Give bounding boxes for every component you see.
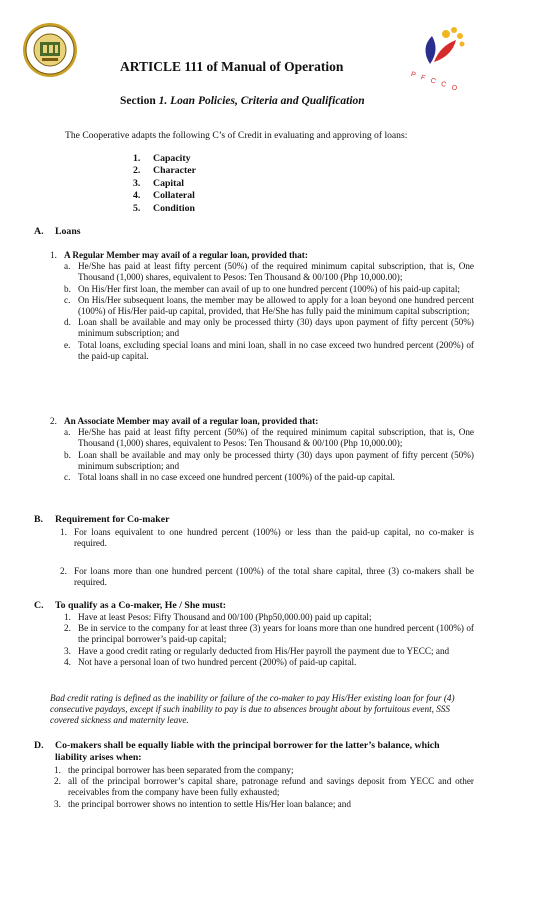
list-marker: e. <box>64 339 71 350</box>
section-c-heading: C. To qualify as a Co-maker, He / She must: <box>34 600 227 611</box>
associate-member-block: 2. An Associate Member may avail of a regular loan, provided that: a. He/She has paid at least fifty percent (50%) of the required minimum capital subscription, that is, One Thousand (1,000) shares, equivalent to Pesos: Ten Thousand & 00/100 (Php 10,000.00); b. Loan shall be available and may only be processed thirty (30) days upon payment of fifty percent (50%) minimum subscription; and c. Total loans shall in no case exceed one hundred percent (100%) of the paid-up capital. <box>50 416 474 483</box>
list-marker: b. <box>64 283 71 294</box>
list-item <box>64 657 474 668</box>
list-item <box>133 190 196 202</box>
section-c-items <box>64 612 474 668</box>
list-item-text: Condition <box>153 202 195 214</box>
list-marker: 3. <box>64 645 71 656</box>
list-marker: 2. <box>60 566 67 576</box>
list-marker: b. <box>64 449 71 460</box>
list-marker: 2. <box>54 776 61 787</box>
list-marker: 2. <box>133 165 141 177</box>
subtitle-prefix: Section <box>120 95 156 107</box>
list-item-text: Collateral <box>153 190 195 202</box>
list-item <box>54 765 474 776</box>
coop-seal-icon <box>22 22 78 78</box>
list-marker: 1. <box>64 612 71 622</box>
list-item <box>133 203 196 215</box>
list-item-text: For loans equivalent to one hundred percent (100%) or less than the paid-up capital, no co-maker is required. <box>74 527 474 549</box>
list-item-text: all of the principal borrower’s capital share, patronage refund and savings deposit from YECC and other receivables from the company have been fully exhausted; <box>68 776 474 798</box>
section-subtitle <box>120 95 365 107</box>
list-item-text: On His/Her subsequent loans, the member may be allowed to apply for a loan beyond one hundred percent (100%) of His/Her paid-up capital, provided, that He/She has fully paid the minimum capital subscription; <box>78 294 474 317</box>
list-item <box>64 646 474 657</box>
list-item-text: For loans more than one hundred percent (100%) of the total share capital, three (3) co-makers shall be required. <box>74 566 474 588</box>
pfcco-logo-text: P F C C O <box>409 71 460 94</box>
list-item-text: Have a good credit rating or regularly deducted from His/Her payroll the payment due to YECC; and <box>78 645 450 656</box>
list-item <box>64 450 474 472</box>
list-item <box>54 776 474 798</box>
list-marker: 4. <box>133 190 141 202</box>
list-item <box>64 623 474 645</box>
list-item-text: the principal borrower has been separated from the company; <box>68 765 294 775</box>
section-b-heading: B. Requirement for Co-maker <box>34 514 170 525</box>
list-item-text: He/She has paid at least fifty percent (50%) of the required minimum capital subscription, that is, One Thousand (1,000) shares, equivalent to Pesos: Ten Thousand & 00/100 (Php 10,000.00); <box>78 261 474 283</box>
list-item <box>60 566 474 588</box>
list-item <box>60 527 474 549</box>
list-item-text: Character <box>153 165 196 177</box>
list-marker: 1. <box>54 765 61 775</box>
list-item <box>133 153 196 165</box>
list-item-text: Capital <box>153 177 185 189</box>
page-title: ARTICLE 111 of Manual of Operation <box>120 59 344 74</box>
section-d-items <box>54 765 474 810</box>
list-item-text: Have at least Pesos: Fifty Thousand and 00/100 (Php50,000.00) paid up capital; <box>78 612 372 622</box>
associate-member-items <box>50 427 474 483</box>
list-marker: c. <box>64 472 71 483</box>
list-item <box>64 284 474 295</box>
list-marker: 1. <box>133 153 141 164</box>
list-item-text: On His/Her first loan, the member can avail of up to one hundred percent (100%) of his paid-up capital; <box>78 283 460 294</box>
credit-rating-note: Bad credit rating is defined as the inability or failure of the co-maker to pay His/Her existing loan for four (4) consecutive paydays, except if such inability to pay is due to absences brought about by fortuitous event, SSS covered sickness and maternity leave. <box>50 693 455 726</box>
list-item <box>133 178 196 190</box>
list-marker: c. <box>64 294 71 305</box>
list-item-text: Total loans, excluding special loans and mini loan, shall in no case exceed two hundred percent (200%) of the paid-up capital. <box>78 339 474 361</box>
list-marker: a. <box>64 261 71 272</box>
list-marker: 4. <box>64 656 71 667</box>
section-d-heading: D. Co-makers shall be equally liable with the principal borrower for the latter’s balance, which liability arises when: <box>34 740 440 763</box>
list-marker: 3. <box>54 798 61 809</box>
list-item-text: Capacity <box>153 153 191 164</box>
list-item-text: Not have a personal loan of two hundred percent (200%) of paid-up capital. <box>78 656 357 667</box>
section-b-item-1 <box>60 527 474 549</box>
list-item-text: Be in service to the company for at least three (3) years for loans more than one hundred percent (100%) of the principal borrower’s paid-up capital; <box>78 623 474 645</box>
subtitle-italic: 1. Loan Policies, Criteria and Qualification <box>158 95 365 107</box>
intro-text: The Cooperative adapts the following C’s of Credit in evaluating and approving of loans: <box>65 130 408 141</box>
list-item-text: He/She has paid at least fifty percent (50%) of the required minimum capital subscription, that is, One Thousand (1,000) shares, equivalent to Pesos: Ten Thousand & 00/100 (Php 10,000.00); <box>78 427 474 449</box>
list-item <box>64 317 474 339</box>
regular-member-block: 1. A Regular Member may avail of a regular loan, provided that: a. He/She has paid at least fifty percent (50%) of the required minimum capital subscription, that is, One Thousand (1,000) shares, equivalent to Pesos: Ten Thousand & 00/100 (Php 10,000.00); b. On His/Her first loan, the member can avail of up to one hundred percent (100%) of his paid-up capital; c. On His/Her subsequent loans, the member may be allowed to apply for a loan beyond one hundred percent (100%) of His/Her paid-up capital, provided, that He/She has fully paid the minimum capital subscription; d. Loan shall be available and may only be processed thirty (30) days upon payment of fifty percent (50%) minimum subscription; and e. Total loans, excluding special loans and mini loan, shall in no case exceed two hundred percent (200%) of the paid-up capital. <box>50 250 474 361</box>
list-item <box>64 261 474 283</box>
section-a-heading: A. Loans <box>34 226 81 237</box>
list-marker: a. <box>64 427 71 438</box>
list-item <box>64 427 474 449</box>
list-item <box>64 472 474 483</box>
list-marker: 2. <box>64 623 71 634</box>
cs-of-credit-list <box>133 153 196 215</box>
list-item-text: the principal borrower shows no intention to settle His/Her loan balance; and <box>68 798 351 809</box>
list-item <box>64 340 474 362</box>
list-item <box>64 295 474 317</box>
list-item <box>64 612 474 623</box>
list-item-text: Total loans shall in no case exceed one hundred percent (100%) of the paid-up capital. <box>78 472 395 483</box>
list-item-text: Loan shall be available and may only be processed thirty (30) days upon payment of fifty percent (50%) minimum subscription; and <box>78 317 474 339</box>
list-marker: 1. <box>60 527 67 537</box>
section-b-item-2 <box>60 566 474 588</box>
list-marker: 3. <box>133 177 141 189</box>
list-marker: d. <box>64 317 71 328</box>
list-marker: 5. <box>133 202 141 214</box>
list-item <box>54 799 474 810</box>
list-item-text: Loan shall be available and may only be processed thirty (30) days upon payment of fifty percent (50%) minimum subscription; and <box>78 449 474 471</box>
list-item <box>133 165 196 177</box>
regular-member-items <box>50 261 474 362</box>
